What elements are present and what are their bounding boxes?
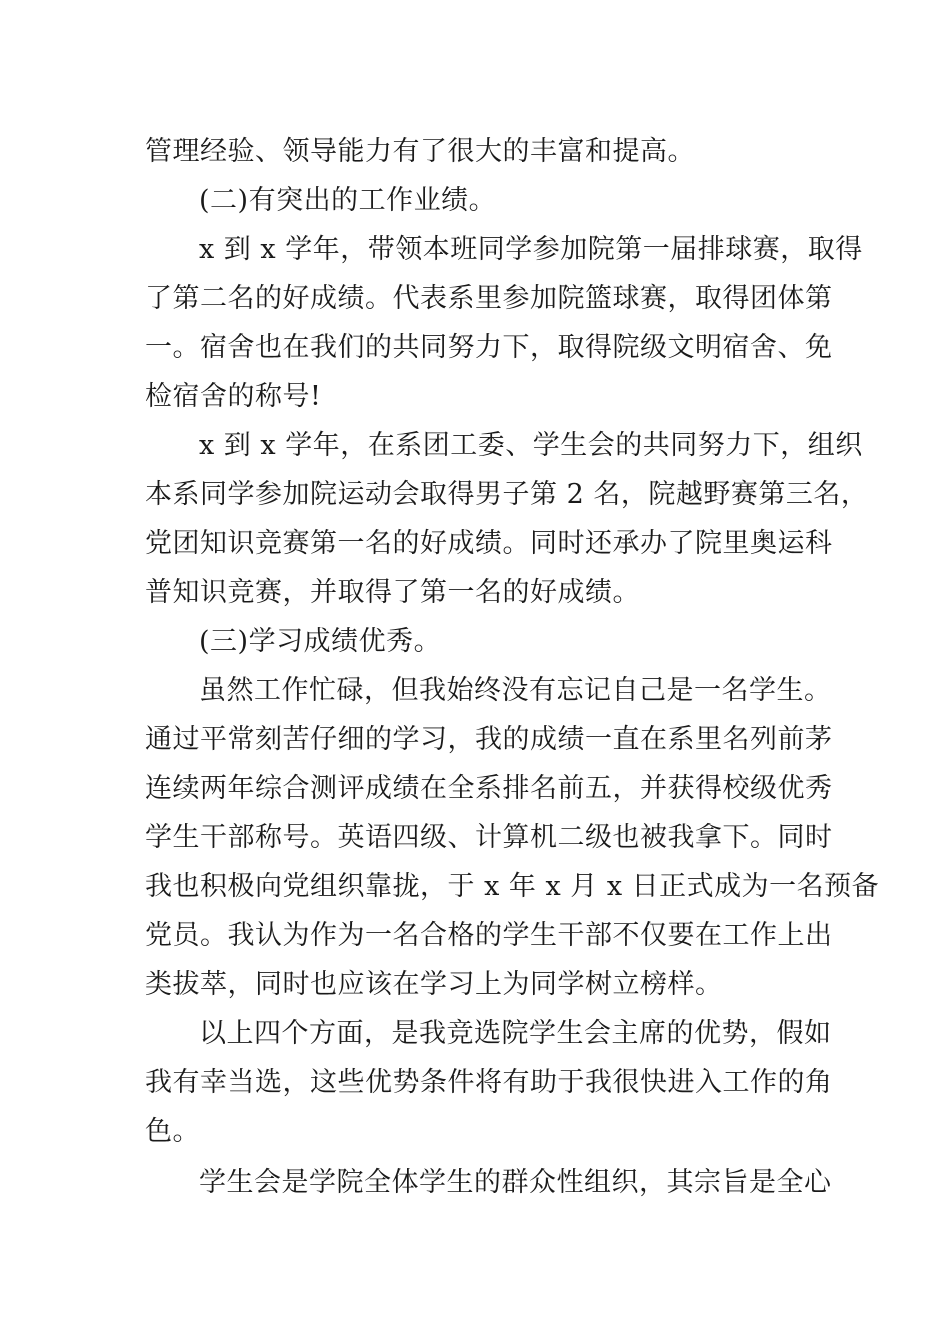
text-line: 连续两年综合测评成绩在全系排名前五，并获得校级优秀 [145,773,833,804]
text-line: 类拔萃，同时也应该在学习上为同学树立榜样。 [145,969,723,1000]
section-heading: (二)有突出的工作业绩。 [199,185,497,216]
text-line: 党团知识竞赛第一名的好成绩。同时还承办了院里奥运科 [145,528,833,559]
text-line: 我也积极向党组织靠拢，于 x 年 x 月 x 日正式成为一名预备 [145,871,880,902]
text-line: x 到 x 学年，带领本班同学参加院第一届排球赛，取得 [199,234,863,265]
text-line: 我有幸当选，这些优势条件将有助于我很快进入工作的角 [145,1067,833,1098]
text-line: 了第二名的好成绩。代表系里参加院篮球赛，取得团体第 [145,283,833,314]
document-body [145,127,880,1207]
text-line: 学生干部称号。英语四级、计算机二级也被我拿下。同时 [145,822,833,853]
text-line: 一。宿舍也在我们的共同努力下，取得院级文明宿舍、免 [145,332,833,363]
text-line: 以上四个方面，是我竞选院学生会主席的优势，假如 [199,1018,832,1049]
text-line: 管理经验、领导能力有了很大的丰富和提高。 [145,136,695,167]
text-line: 党员。我认为作为一名合格的学生干部不仅要在工作上出 [145,920,833,951]
text-line: 学生会是学院全体学生的群众性组织，其宗旨是全心 [199,1167,832,1198]
section-heading: (三)学习成绩优秀。 [199,626,442,657]
text-line: 本系同学参加院运动会取得男子第 2 名，院越野赛第三名， [145,479,869,510]
text-line: 普知识竞赛，并取得了第一名的好成绩。 [145,577,640,608]
text-line: 虽然工作忙碌，但我始终没有忘记自己是一名学生。 [199,675,832,706]
text-line: 色。 [145,1116,200,1147]
text-line: 检宿舍的称号! [145,381,322,412]
text-line: 通过平常刻苦仔细的学习，我的成绩一直在系里名列前茅 [145,724,833,755]
text-line: x 到 x 学年，在系团工委、学生会的共同努力下，组织 [199,430,863,461]
